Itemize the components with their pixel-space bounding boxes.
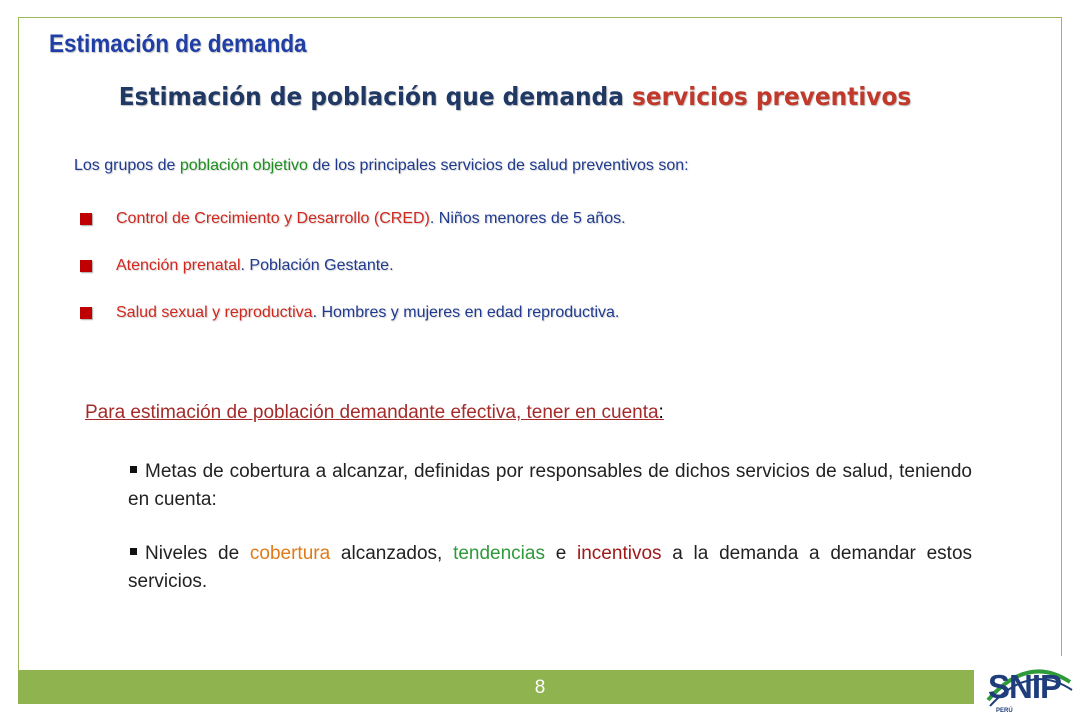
point2-prefix: Niveles de <box>145 543 240 564</box>
population-text: . Hombres y mujeres en edad reproductiva. <box>312 304 620 321</box>
intro-part1: Los grupos de <box>74 157 176 174</box>
point2-mid2: e <box>555 543 567 564</box>
list-item <box>128 458 972 514</box>
slide-title-accent: servicios preventivos <box>632 82 912 111</box>
slide-title <box>36 82 994 111</box>
service-name: Salud sexual y reproductiva <box>116 304 313 321</box>
keyword-tendencias: tendencias <box>453 543 545 564</box>
logo-sub: PERÚ <box>996 708 1013 714</box>
square-bullet-icon <box>80 260 92 272</box>
snip-logo <box>974 656 1080 720</box>
service-name: Control de Crecimiento y Desarrollo (CRED) <box>116 210 430 227</box>
effective-demand-heading-text: Para estimación de población demandante efectiva, tener en cuenta <box>85 402 659 423</box>
population-text: . Población Gestante. <box>240 257 394 274</box>
square-bullet-icon <box>80 213 92 225</box>
intro-part2: de los principales servicios de salud preventivos son: <box>312 157 689 174</box>
population-value: Hombres y mujeres en edad reproductiva. <box>321 304 620 321</box>
slide-title-main: Estimación de población que demanda <box>118 82 624 111</box>
page-number: 8 <box>534 677 546 698</box>
effective-demand-heading <box>85 402 664 424</box>
service-name: Atención prenatal <box>116 257 241 274</box>
list-item <box>80 210 626 257</box>
point1-text: Metas de cobertura a alcanzar, definidas por responsables de dichos servicios de salud, teniendo en cuenta: <box>128 461 972 510</box>
population-value: Población Gestante. <box>249 257 394 274</box>
effective-demand-list <box>128 458 972 622</box>
square-bullet-icon <box>130 548 137 555</box>
square-bullet-icon <box>80 307 92 319</box>
keyword-incentivos: incentivos <box>577 543 662 564</box>
list-item <box>80 304 626 351</box>
list-item <box>80 257 626 304</box>
keyword-cobertura: cobertura <box>249 543 331 564</box>
section-title: Estimación de demanda <box>49 30 307 58</box>
population-text: . Niños menores de 5 años. <box>429 210 626 227</box>
population-value: Niños menores de 5 años. <box>438 210 626 227</box>
point2-suffix: a la demanda a demandar estos servicios. <box>128 543 973 592</box>
heading-colon: : <box>658 402 664 423</box>
list-item <box>128 540 972 596</box>
intro-text <box>74 157 689 175</box>
square-bullet-icon <box>130 466 137 473</box>
intro-highlight: población objetivo <box>179 157 308 174</box>
logo-text: SNIP <box>988 668 1062 705</box>
footer-bar <box>18 670 1062 704</box>
target-groups-list <box>80 210 626 351</box>
point2-mid1: alcanzados, <box>340 543 443 564</box>
